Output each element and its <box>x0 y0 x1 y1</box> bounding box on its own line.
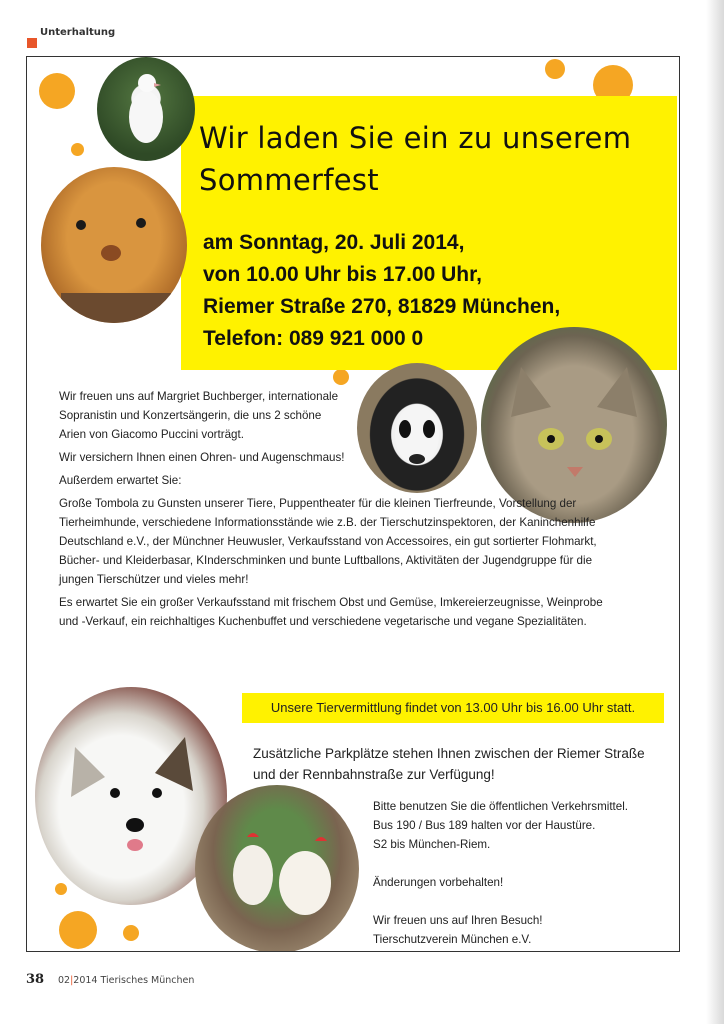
spacer <box>373 854 673 873</box>
promise-paragraph: Wir versichern Ihnen einen Ohren- und Augenschmaus! <box>59 451 345 464</box>
event-address: Riemer Straße 270, 81829 München, <box>203 295 561 318</box>
dove-photo <box>97 57 195 161</box>
chickens-photo <box>195 785 359 952</box>
issue-separator: | <box>70 975 74 986</box>
organizer-line: Tierschutzverein München e.V. <box>373 933 532 946</box>
chicken-icon <box>195 785 359 952</box>
transit-line: S2 bis München-Riem. <box>373 838 491 851</box>
adoption-banner: Unsere Tiervermittlung findet von 13.00 Uhr bis 16.00 Uhr statt. <box>242 693 664 723</box>
event-description <box>59 387 659 635</box>
transit-line: Bitte benutzen Sie die öffentlichen Verkehrsmittel. <box>373 800 628 813</box>
food-paragraph: Es erwartet Sie ein großer Verkaufsstand mit frischem Obst und Gemüse, Imkereierzeugnisse, Weinprobe und -Verkauf, ein reichhaltiges Kuchenbuffet und verschiedene vegetarische und vegane Spezialitäten. <box>59 596 603 628</box>
parking-info: Zusätzliche Parkplätze stehen Ihnen zwischen der Riemer Straße und der Rennbahnstraße zur Verfügung! <box>253 746 645 782</box>
guinea-pig-photo <box>41 167 187 323</box>
event-flyer <box>26 56 680 952</box>
issue-title: 2014 Tierisches München <box>73 975 195 986</box>
decor-dot <box>545 59 565 79</box>
decor-dot <box>71 143 84 156</box>
transit-info <box>373 797 673 949</box>
decor-dot <box>123 925 139 941</box>
headline-line: Wir laden Sie ein zu unserem <box>199 121 632 155</box>
dove-icon <box>97 57 195 161</box>
section-label: Unterhaltung <box>40 27 116 38</box>
closing-line: Wir freuen uns auf Ihren Besuch! <box>373 914 543 927</box>
performer-paragraph: Wir freuen uns auf Margriet Buchberger, internationale Sopranistin und Konzertsängerin, die uns 2 schöne Arien von Giacomo Puccini vorträgt. <box>59 390 339 441</box>
notice-line: Änderungen vorbehalten! <box>373 876 504 889</box>
issue-number: 02 <box>58 975 71 986</box>
section-marker <box>27 38 37 48</box>
event-time: von 10.00 Uhr bis 17.00 Uhr, <box>203 263 482 286</box>
transit-line: Bus 190 / Bus 189 halten vor der Haustüre. <box>373 819 596 832</box>
decor-dot <box>39 73 75 109</box>
issue-info <box>58 975 194 986</box>
page-edge-shadow <box>706 0 724 1024</box>
decor-dot <box>59 911 97 949</box>
event-phone: Telefon: 089 921 000 0 <box>203 327 424 350</box>
expect-heading: Außerdem erwartet Sie: <box>59 474 182 487</box>
guinea-pig-icon <box>41 167 187 323</box>
headline-line: Sommerfest <box>199 163 379 197</box>
decor-dot <box>333 369 349 385</box>
activities-paragraph: Große Tombola zu Gunsten unserer Tiere, Puppentheater für die kleinen Tierfreunde, Vorstellung der Tierheimhunde, verschiedene Informationsstände wie z.B. der Tierschutzinspektoren, der Kaninchenhilfe Deutschland e.V., der Münchner Heuwusler, Verkaufsstand von Accessoires, ein gut sortierter Flohmarkt, Bücher- und Kleiderbasar, KInderschminken und bunte Luftballons, Aktivitäten der Jugendgruppe für die jungen Tierschützer und vieles mehr! <box>59 497 597 586</box>
decor-dot <box>55 883 67 895</box>
page-number: 38 <box>26 972 45 987</box>
event-details <box>203 227 560 355</box>
event-date: am Sonntag, 20. Juli 2014, <box>203 231 465 254</box>
spacer <box>373 892 673 911</box>
headline <box>199 117 679 201</box>
